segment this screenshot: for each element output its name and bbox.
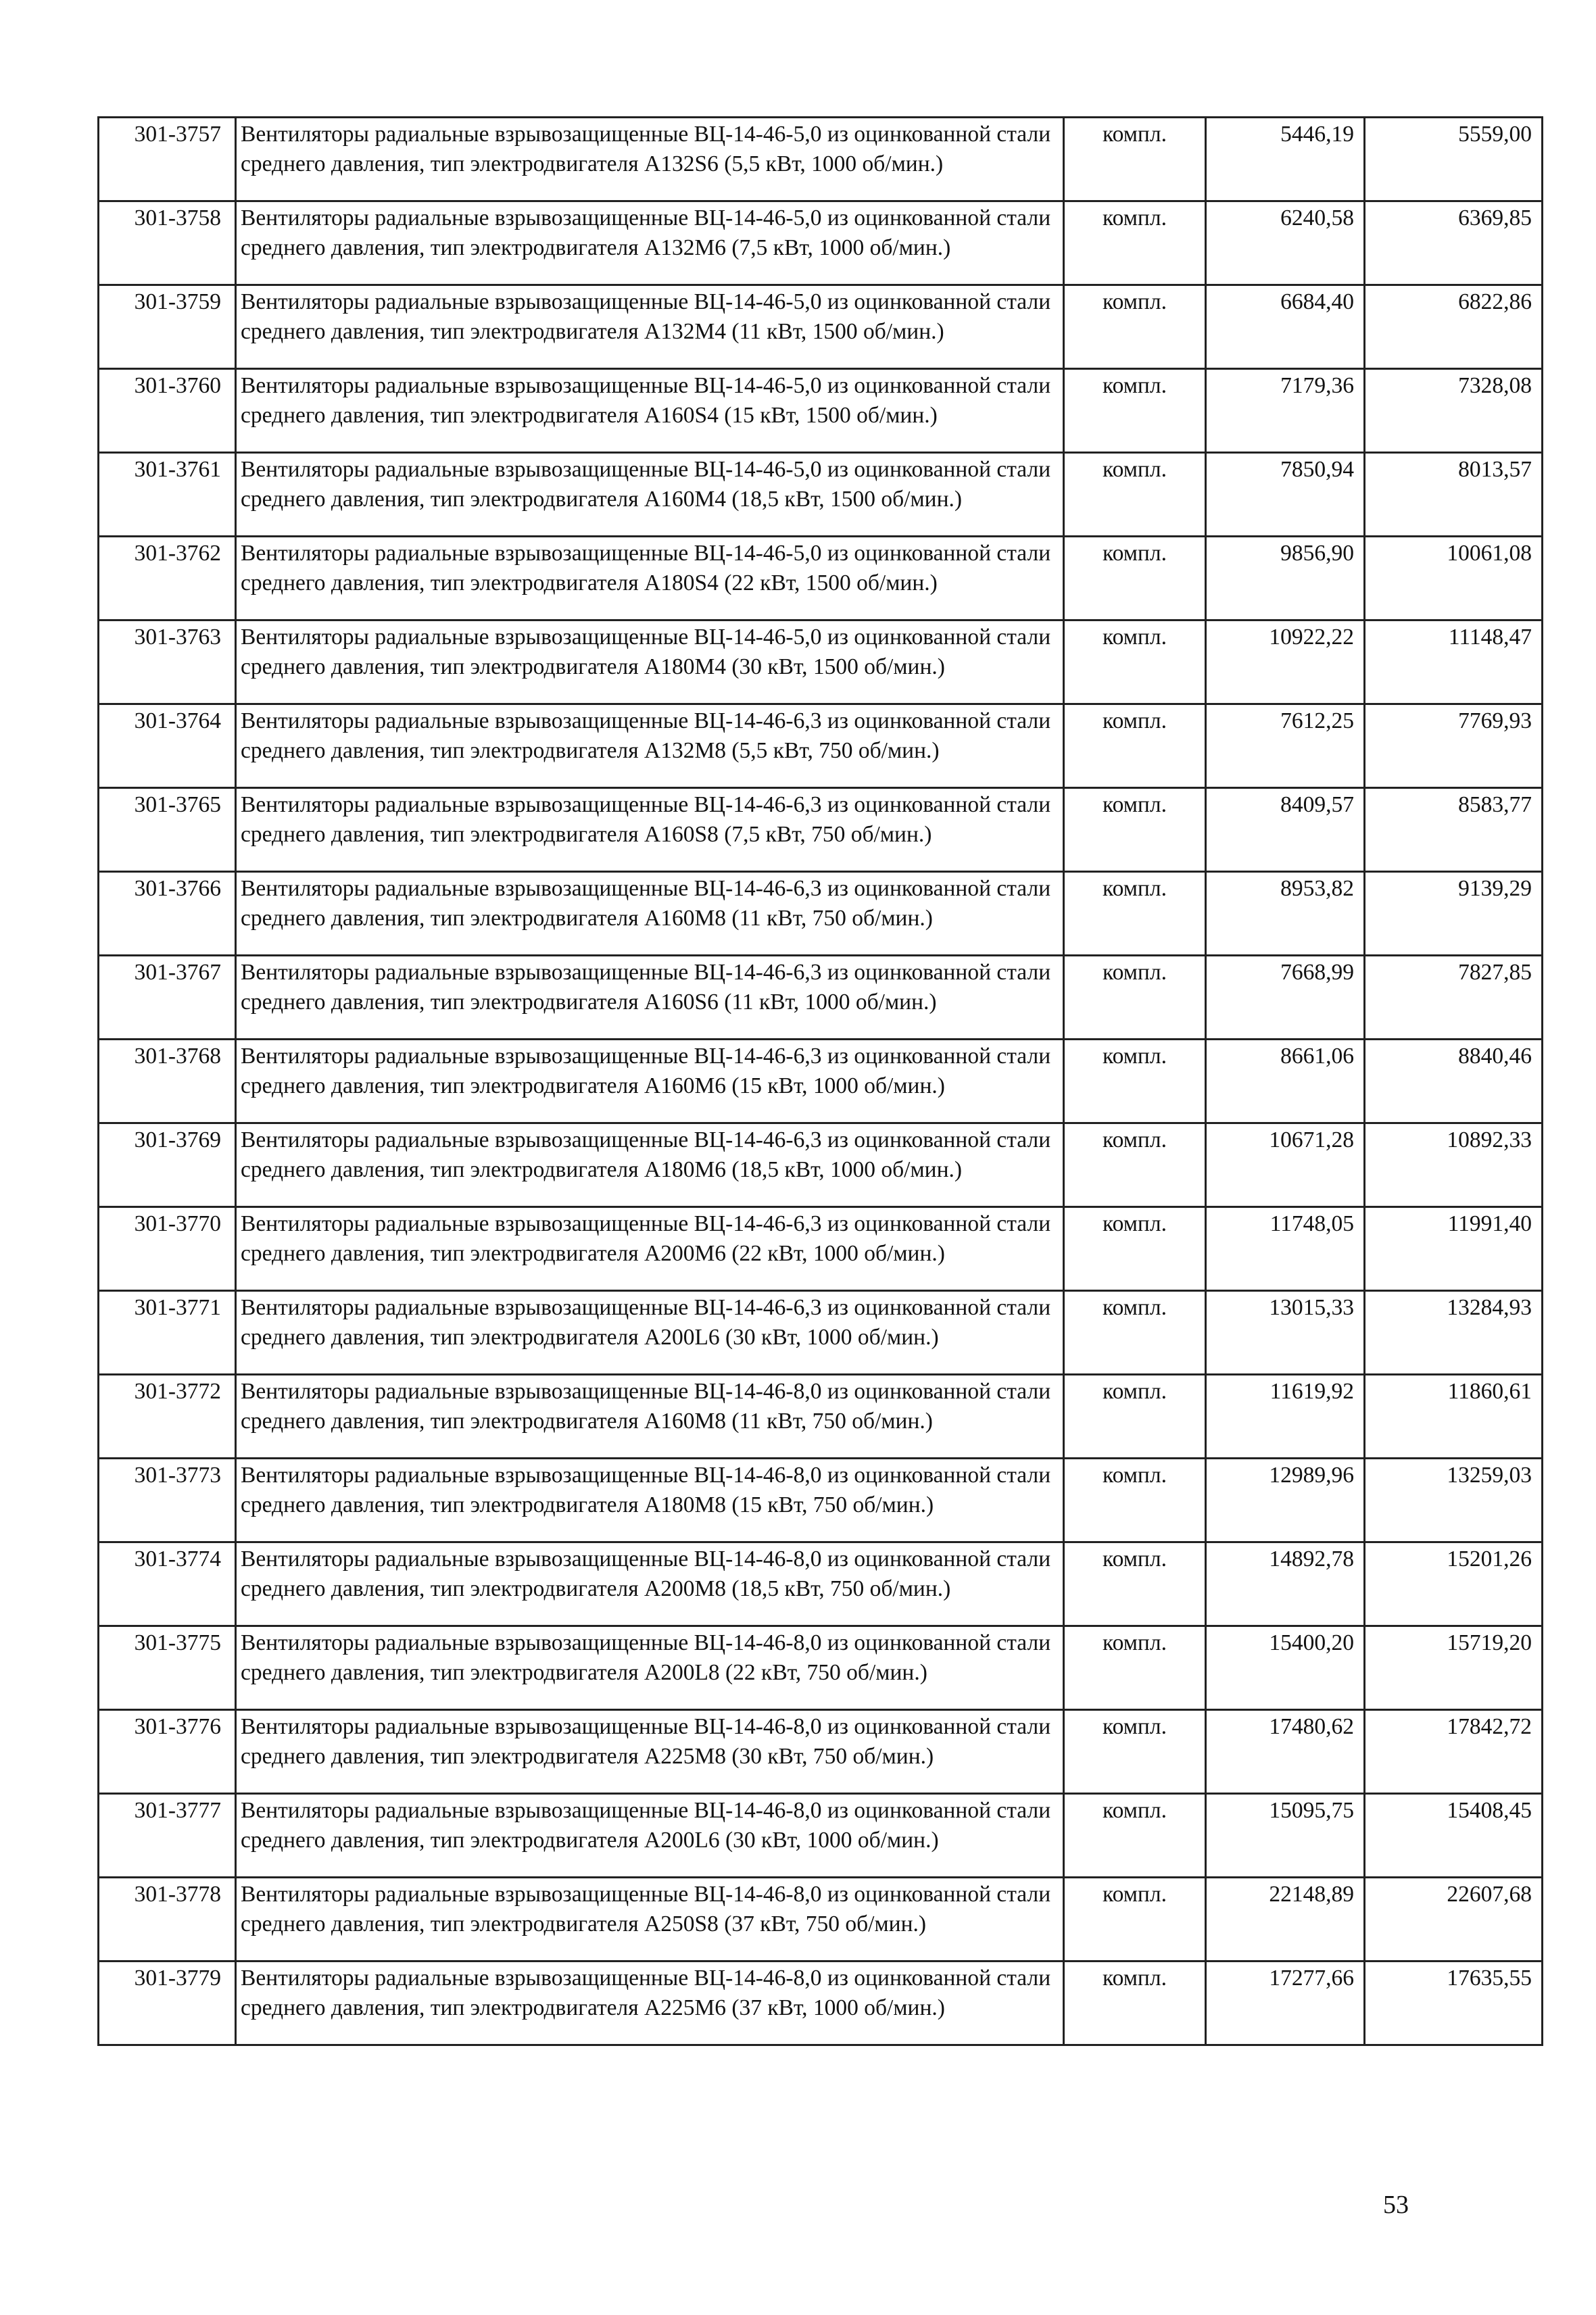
row-description: Вентиляторы радиальные взрывозащищенные ВЦ-14-46-6,3 из оцинкованной стали среднего давления, тип электродвигателя А160М8 (11 кВт, 750 об/мин.) bbox=[236, 872, 1064, 956]
row-price-2: 11148,47 bbox=[1365, 620, 1543, 704]
row-price-2: 22607,68 bbox=[1365, 1878, 1543, 1961]
row-description: Вентиляторы радиальные взрывозащищенные ВЦ-14-46-6,3 из оцинкованной стали среднего давления, тип электродвигателя А132М8 (5,5 кВт, 750 об/мин.) bbox=[236, 704, 1064, 788]
row-description: Вентиляторы радиальные взрывозащищенные ВЦ-14-46-8,0 из оцинкованной стали среднего давления, тип электродвигателя А200L6 (30 кВт, 1000 об/мин.) bbox=[236, 1794, 1064, 1878]
row-code: 301-3769 bbox=[99, 1123, 236, 1207]
row-price-1: 13015,33 bbox=[1206, 1291, 1365, 1375]
row-code: 301-3767 bbox=[99, 956, 236, 1040]
table-row bbox=[99, 1123, 1543, 1207]
row-unit: компл. bbox=[1064, 704, 1206, 788]
row-unit: компл. bbox=[1064, 1123, 1206, 1207]
row-code: 301-3764 bbox=[99, 704, 236, 788]
row-description: Вентиляторы радиальные взрывозащищенные ВЦ-14-46-5,0 из оцинкованной стали среднего давления, тип электродвигателя А160М4 (18,5 кВт, 1500 об/мин.) bbox=[236, 453, 1064, 537]
row-code: 301-3771 bbox=[99, 1291, 236, 1375]
table-row bbox=[99, 537, 1543, 620]
row-price-1: 15400,20 bbox=[1206, 1626, 1365, 1710]
row-price-1: 12989,96 bbox=[1206, 1459, 1365, 1542]
row-price-1: 15095,75 bbox=[1206, 1794, 1365, 1878]
row-description: Вентиляторы радиальные взрывозащищенные ВЦ-14-46-5,0 из оцинкованной стали среднего давления, тип электродвигателя А180М4 (30 кВт, 1500 об/мин.) bbox=[236, 620, 1064, 704]
row-price-1: 8661,06 bbox=[1206, 1040, 1365, 1123]
row-unit: компл. bbox=[1064, 872, 1206, 956]
row-code: 301-3777 bbox=[99, 1794, 236, 1878]
row-unit: компл. bbox=[1064, 1291, 1206, 1375]
row-price-1: 11619,92 bbox=[1206, 1375, 1365, 1459]
row-code: 301-3757 bbox=[99, 118, 236, 201]
row-description: Вентиляторы радиальные взрывозащищенные ВЦ-14-46-5,0 из оцинкованной стали среднего давления, тип электродвигателя А132S6 (5,5 кВт, 1000 об/мин.) bbox=[236, 118, 1064, 201]
row-description: Вентиляторы радиальные взрывозащищенные ВЦ-14-46-5,0 из оцинкованной стали среднего давления, тип электродвигателя А132М4 (11 кВт, 1500 об/мин.) bbox=[236, 285, 1064, 369]
row-price-2: 5559,00 bbox=[1365, 118, 1543, 201]
row-price-2: 8013,57 bbox=[1365, 453, 1543, 537]
row-price-1: 8953,82 bbox=[1206, 872, 1365, 956]
row-price-2: 6369,85 bbox=[1365, 201, 1543, 285]
row-price-1: 5446,19 bbox=[1206, 118, 1365, 201]
row-price-1: 14892,78 bbox=[1206, 1542, 1365, 1626]
row-price-2: 17635,55 bbox=[1365, 1961, 1543, 2045]
row-price-2: 10892,33 bbox=[1365, 1123, 1543, 1207]
table-row bbox=[99, 201, 1543, 285]
table-row bbox=[99, 1375, 1543, 1459]
row-description: Вентиляторы радиальные взрывозащищенные ВЦ-14-46-8,0 из оцинкованной стали среднего давления, тип электродвигателя А250S8 (37 кВт, 750 об/мин.) bbox=[236, 1878, 1064, 1961]
row-description: Вентиляторы радиальные взрывозащищенные ВЦ-14-46-8,0 из оцинкованной стали среднего давления, тип электродвигателя А225М6 (37 кВт, 1000 об/мин.) bbox=[236, 1961, 1064, 2045]
row-price-1: 6684,40 bbox=[1206, 285, 1365, 369]
row-description: Вентиляторы радиальные взрывозащищенные ВЦ-14-46-6,3 из оцинкованной стали среднего давления, тип электродвигателя А200L6 (30 кВт, 1000 об/мин.) bbox=[236, 1291, 1064, 1375]
row-description: Вентиляторы радиальные взрывозащищенные ВЦ-14-46-8,0 из оцинкованной стали среднего давления, тип электродвигателя А200L8 (22 кВт, 750 об/мин.) bbox=[236, 1626, 1064, 1710]
row-code: 301-3761 bbox=[99, 453, 236, 537]
row-price-2: 10061,08 bbox=[1365, 537, 1543, 620]
row-price-1: 7668,99 bbox=[1206, 956, 1365, 1040]
row-price-1: 7850,94 bbox=[1206, 453, 1365, 537]
row-unit: компл. bbox=[1064, 1542, 1206, 1626]
table-row bbox=[99, 1459, 1543, 1542]
table-row bbox=[99, 1542, 1543, 1626]
row-code: 301-3766 bbox=[99, 872, 236, 956]
row-description: Вентиляторы радиальные взрывозащищенные ВЦ-14-46-6,3 из оцинкованной стали среднего давления, тип электродвигателя А160М6 (15 кВт, 1000 об/мин.) bbox=[236, 1040, 1064, 1123]
row-description: Вентиляторы радиальные взрывозащищенные ВЦ-14-46-8,0 из оцинкованной стали среднего давления, тип электродвигателя А225М8 (30 кВт, 750 об/мин.) bbox=[236, 1710, 1064, 1794]
table-row bbox=[99, 118, 1543, 201]
row-code: 301-3760 bbox=[99, 369, 236, 453]
row-price-2: 7827,85 bbox=[1365, 956, 1543, 1040]
row-unit: компл. bbox=[1064, 1878, 1206, 1961]
row-unit: компл. bbox=[1064, 1626, 1206, 1710]
row-price-1: 6240,58 bbox=[1206, 201, 1365, 285]
row-price-1: 22148,89 bbox=[1206, 1878, 1365, 1961]
row-price-2: 15201,26 bbox=[1365, 1542, 1543, 1626]
row-description: Вентиляторы радиальные взрывозащищенные ВЦ-14-46-5,0 из оцинкованной стали среднего давления, тип электродвигателя А180S4 (22 кВт, 1500 об/мин.) bbox=[236, 537, 1064, 620]
row-code: 301-3762 bbox=[99, 537, 236, 620]
row-price-2: 7769,93 bbox=[1365, 704, 1543, 788]
row-unit: компл. bbox=[1064, 1794, 1206, 1878]
row-unit: компл. bbox=[1064, 118, 1206, 201]
page-number: 53 bbox=[1383, 2191, 1409, 2219]
table-row bbox=[99, 872, 1543, 956]
row-unit: компл. bbox=[1064, 1040, 1206, 1123]
table-row bbox=[99, 1040, 1543, 1123]
row-unit: компл. bbox=[1064, 1961, 1206, 2045]
row-description: Вентиляторы радиальные взрывозащищенные ВЦ-14-46-8,0 из оцинкованной стали среднего давления, тип электродвигателя А180М8 (15 кВт, 750 об/мин.) bbox=[236, 1459, 1064, 1542]
row-price-1: 8409,57 bbox=[1206, 788, 1365, 872]
row-price-2: 15719,20 bbox=[1365, 1626, 1543, 1710]
row-code: 301-3776 bbox=[99, 1710, 236, 1794]
row-price-2: 15408,45 bbox=[1365, 1794, 1543, 1878]
row-price-2: 17842,72 bbox=[1365, 1710, 1543, 1794]
row-unit: компл. bbox=[1064, 1710, 1206, 1794]
row-price-1: 9856,90 bbox=[1206, 537, 1365, 620]
row-description: Вентиляторы радиальные взрывозащищенные ВЦ-14-46-5,0 из оцинкованной стали среднего давления, тип электродвигателя А160S4 (15 кВт, 1500 об/мин.) bbox=[236, 369, 1064, 453]
row-description: Вентиляторы радиальные взрывозащищенные ВЦ-14-46-8,0 из оцинкованной стали среднего давления, тип электродвигателя А160М8 (11 кВт, 750 об/мин.) bbox=[236, 1375, 1064, 1459]
table-row bbox=[99, 1794, 1543, 1878]
row-price-1: 7612,25 bbox=[1206, 704, 1365, 788]
row-price-2: 9139,29 bbox=[1365, 872, 1543, 956]
row-code: 301-3779 bbox=[99, 1961, 236, 2045]
row-price-1: 11748,05 bbox=[1206, 1207, 1365, 1291]
row-code: 301-3768 bbox=[99, 1040, 236, 1123]
row-price-2: 11860,61 bbox=[1365, 1375, 1543, 1459]
table-row bbox=[99, 285, 1543, 369]
row-price-1: 10671,28 bbox=[1206, 1123, 1365, 1207]
table-row bbox=[99, 956, 1543, 1040]
table-row bbox=[99, 1207, 1543, 1291]
row-description: Вентиляторы радиальные взрывозащищенные ВЦ-14-46-6,3 из оцинкованной стали среднего давления, тип электродвигателя А180М6 (18,5 кВт, 1000 об/мин.) bbox=[236, 1123, 1064, 1207]
table-row bbox=[99, 369, 1543, 453]
row-unit: компл. bbox=[1064, 956, 1206, 1040]
price-table-body bbox=[99, 118, 1543, 2045]
row-price-2: 8840,46 bbox=[1365, 1040, 1543, 1123]
row-description: Вентиляторы радиальные взрывозащищенные ВЦ-14-46-6,3 из оцинкованной стали среднего давления, тип электродвигателя А200М6 (22 кВт, 1000 об/мин.) bbox=[236, 1207, 1064, 1291]
row-price-2: 7328,08 bbox=[1365, 369, 1543, 453]
row-unit: компл. bbox=[1064, 1375, 1206, 1459]
row-price-1: 17277,66 bbox=[1206, 1961, 1365, 2045]
table-row bbox=[99, 788, 1543, 872]
row-unit: компл. bbox=[1064, 1459, 1206, 1542]
price-table bbox=[97, 116, 1543, 2046]
row-price-2: 8583,77 bbox=[1365, 788, 1543, 872]
table-row bbox=[99, 1626, 1543, 1710]
row-code: 301-3770 bbox=[99, 1207, 236, 1291]
row-unit: компл. bbox=[1064, 788, 1206, 872]
table-row bbox=[99, 1710, 1543, 1794]
table-row bbox=[99, 620, 1543, 704]
row-price-1: 10922,22 bbox=[1206, 620, 1365, 704]
row-code: 301-3778 bbox=[99, 1878, 236, 1961]
table-row bbox=[99, 1878, 1543, 1961]
row-code: 301-3772 bbox=[99, 1375, 236, 1459]
row-code: 301-3765 bbox=[99, 788, 236, 872]
row-price-2: 13284,93 bbox=[1365, 1291, 1543, 1375]
row-unit: компл. bbox=[1064, 620, 1206, 704]
row-code: 301-3758 bbox=[99, 201, 236, 285]
row-code: 301-3763 bbox=[99, 620, 236, 704]
row-description: Вентиляторы радиальные взрывозащищенные ВЦ-14-46-5,0 из оцинкованной стали среднего давления, тип электродвигателя А132М6 (7,5 кВт, 1000 об/мин.) bbox=[236, 201, 1064, 285]
table-row bbox=[99, 704, 1543, 788]
table-row bbox=[99, 1961, 1543, 2045]
row-description: Вентиляторы радиальные взрывозащищенные ВЦ-14-46-6,3 из оцинкованной стали среднего давления, тип электродвигателя А160S6 (11 кВт, 1000 об/мин.) bbox=[236, 956, 1064, 1040]
row-price-2: 6822,86 bbox=[1365, 285, 1543, 369]
row-unit: компл. bbox=[1064, 453, 1206, 537]
row-unit: компл. bbox=[1064, 285, 1206, 369]
row-unit: компл. bbox=[1064, 201, 1206, 285]
row-price-1: 7179,36 bbox=[1206, 369, 1365, 453]
row-code: 301-3775 bbox=[99, 1626, 236, 1710]
row-price-2: 13259,03 bbox=[1365, 1459, 1543, 1542]
row-price-1: 17480,62 bbox=[1206, 1710, 1365, 1794]
table-row bbox=[99, 1291, 1543, 1375]
row-price-2: 11991,40 bbox=[1365, 1207, 1543, 1291]
table-row bbox=[99, 453, 1543, 537]
row-description: Вентиляторы радиальные взрывозащищенные ВЦ-14-46-6,3 из оцинкованной стали среднего давления, тип электродвигателя А160S8 (7,5 кВт, 750 об/мин.) bbox=[236, 788, 1064, 872]
row-unit: компл. bbox=[1064, 537, 1206, 620]
row-code: 301-3759 bbox=[99, 285, 236, 369]
row-code: 301-3773 bbox=[99, 1459, 236, 1542]
row-unit: компл. bbox=[1064, 369, 1206, 453]
row-description: Вентиляторы радиальные взрывозащищенные ВЦ-14-46-8,0 из оцинкованной стали среднего давления, тип электродвигателя А200М8 (18,5 кВт, 750 об/мин.) bbox=[236, 1542, 1064, 1626]
row-code: 301-3774 bbox=[99, 1542, 236, 1626]
row-unit: компл. bbox=[1064, 1207, 1206, 1291]
